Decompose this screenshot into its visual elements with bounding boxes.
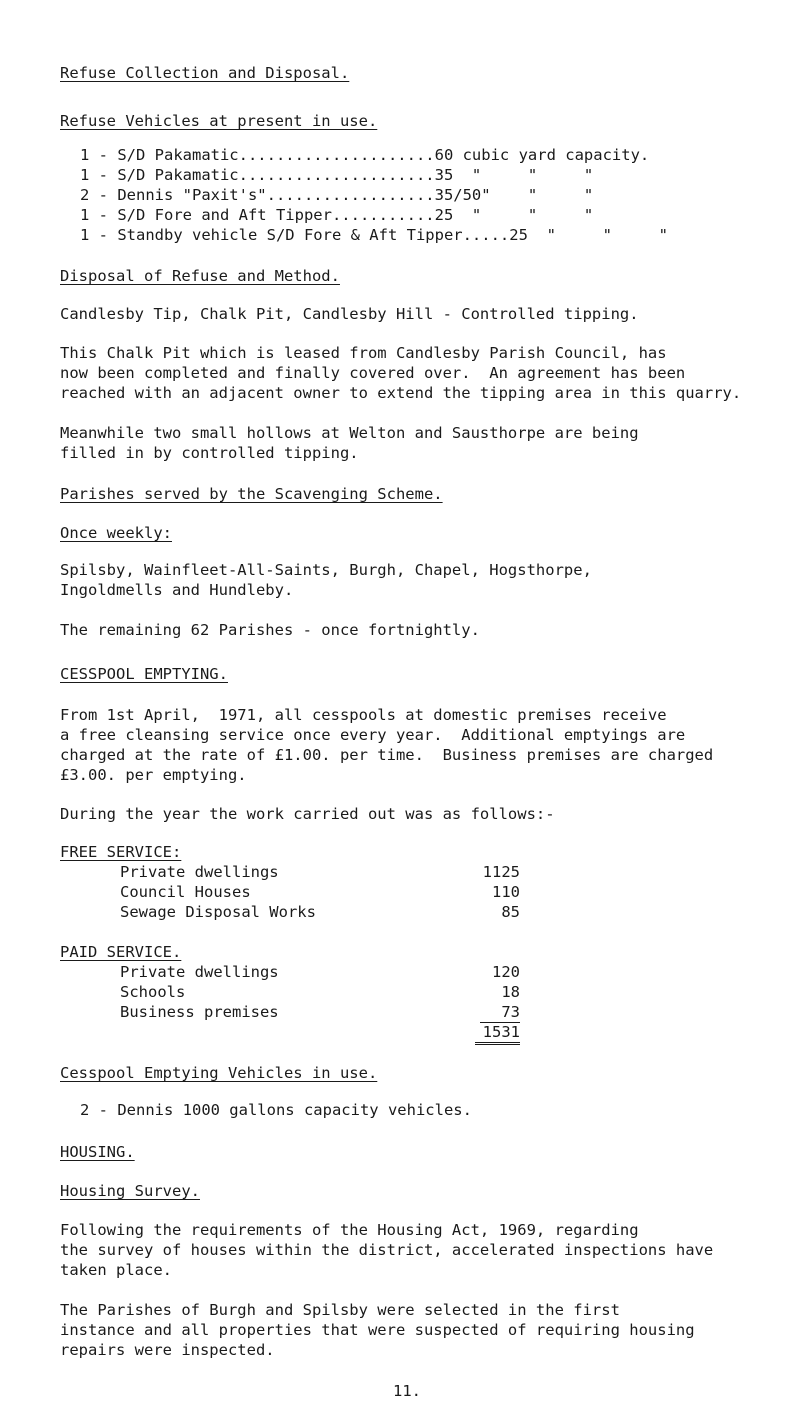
vehicle-line: 2 - Dennis "Paxit's"..................35/50" " " xyxy=(80,186,594,204)
disposal-paragraph: reached with an adjacent owner to extend the tipping area in this quarry. xyxy=(60,384,742,402)
vehicle-line: 1 - S/D Pakamatic.....................60 cubic yard capacity. xyxy=(80,146,650,164)
disposal-paragraph: filled in by controlled tipping. xyxy=(60,444,359,462)
housing-survey-heading: Housing Survey. xyxy=(60,1182,200,1200)
service-row-value: 85 xyxy=(501,903,520,921)
paid-service-heading: PAID SERVICE. xyxy=(60,943,182,961)
disposal-paragraph: This Chalk Pit which is leased from Candlesby Parish Council, has xyxy=(60,344,667,362)
cesspool-paragraph: £3.00. per emptying. xyxy=(60,766,247,784)
housing-paragraph: Following the requirements of the Housing Act, 1969, regarding xyxy=(60,1221,639,1239)
service-row-label: Private dwellings xyxy=(120,863,279,881)
section-heading-refuse: Refuse Collection and Disposal. xyxy=(60,64,350,82)
service-row-value: 73 xyxy=(480,1002,520,1023)
disposal-paragraph: Candlesby Tip, Chalk Pit, Candlesby Hill - Controlled tipping. xyxy=(60,305,639,323)
work-intro: During the year the work carried out was as follows:- xyxy=(60,805,555,823)
service-row-value: 110 xyxy=(492,883,520,901)
weekly-heading: Once weekly: xyxy=(60,524,172,542)
free-service-heading: FREE SERVICE: xyxy=(60,843,182,861)
service-row-value: 18 xyxy=(501,983,520,1001)
housing-paragraph: instance and all properties that were suspected of requiring housing xyxy=(60,1321,695,1339)
housing-paragraph: repairs were inspected. xyxy=(60,1341,275,1359)
vehicle-line: 1 - Standby vehicle S/D Fore & Aft Tipper.....25 " " " xyxy=(80,226,668,244)
weekly-parishes: Spilsby, Wainfleet-All-Saints, Burgh, Chapel, Hogsthorpe, xyxy=(60,561,592,579)
housing-paragraph: taken place. xyxy=(60,1261,172,1279)
cesspool-paragraph: charged at the rate of £1.00. per time. Business premises are charged xyxy=(60,746,714,764)
housing-paragraph: the survey of houses within the district, accelerated inspections have xyxy=(60,1241,714,1259)
vehicle-line: 1 - S/D Fore and Aft Tipper...........25 " " " xyxy=(80,206,594,224)
vehicles-heading: Refuse Vehicles at present in use. xyxy=(60,112,378,130)
weekly-parishes: Ingoldmells and Hundleby. xyxy=(60,581,294,599)
page-number: 11. xyxy=(393,1382,421,1400)
service-row-label: Sewage Disposal Works xyxy=(120,903,316,921)
cesspool-vehicles-line: 2 - Dennis 1000 gallons capacity vehicles. xyxy=(80,1101,472,1119)
fortnightly-parishes: The remaining 62 Parishes - once fortnightly. xyxy=(60,621,480,639)
cesspool-paragraph: a free cleansing service once every year. Additional emptyings are xyxy=(60,726,686,744)
disposal-heading: Disposal of Refuse and Method. xyxy=(60,267,340,285)
service-row-label: Schools xyxy=(120,983,186,1001)
service-row-label: Council Houses xyxy=(120,883,251,901)
service-total: 1531 xyxy=(475,1022,520,1045)
service-row-label: Business premises xyxy=(120,1003,279,1021)
service-row-value: 120 xyxy=(492,963,520,981)
cesspool-paragraph: From 1st April, 1971, all cesspools at domestic premises receive xyxy=(60,706,667,724)
vehicle-line: 1 - S/D Pakamatic.....................35 " " " xyxy=(80,166,594,184)
parishes-heading: Parishes served by the Scavenging Scheme. xyxy=(60,485,443,503)
housing-heading: HOUSING. xyxy=(60,1143,135,1161)
cesspool-vehicles-heading: Cesspool Emptying Vehicles in use. xyxy=(60,1064,378,1082)
housing-paragraph: The Parishes of Burgh and Spilsby were selected in the first xyxy=(60,1301,620,1319)
cesspool-heading: CESSPOOL EMPTYING. xyxy=(60,665,228,683)
service-row-label: Private dwellings xyxy=(120,963,279,981)
disposal-paragraph: now been completed and finally covered over. An agreement has been xyxy=(60,364,686,382)
disposal-paragraph: Meanwhile two small hollows at Welton and Sausthorpe are being xyxy=(60,424,639,442)
service-row-value: 1125 xyxy=(482,863,520,881)
